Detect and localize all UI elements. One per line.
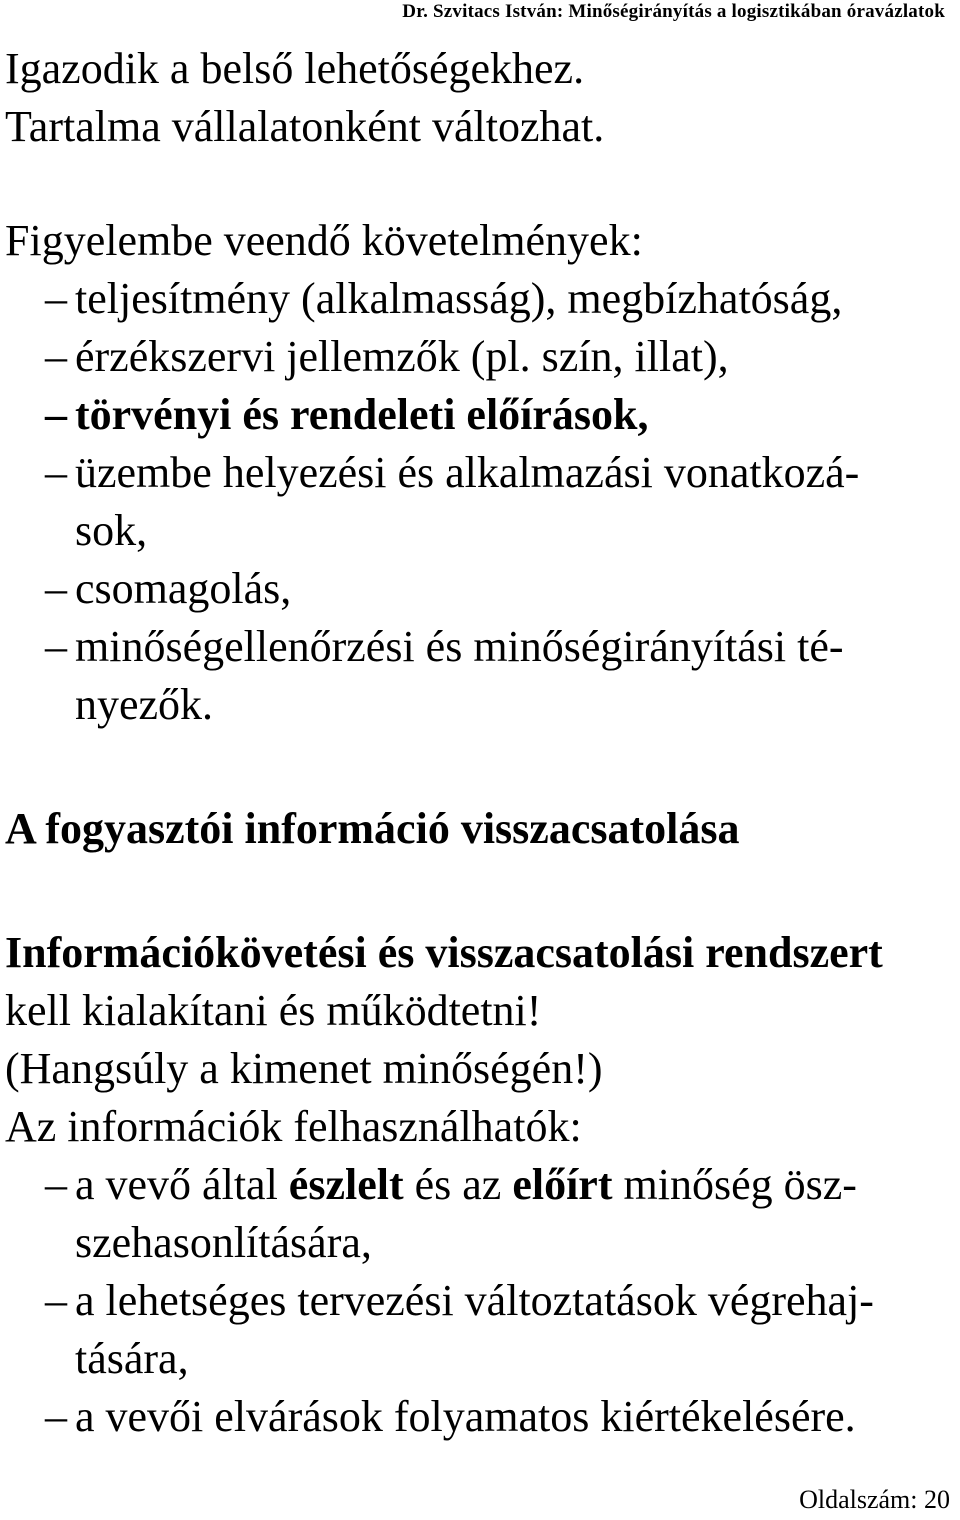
dash-bullet: –: [45, 1276, 67, 1325]
document-title: Dr. Szvitacs István: Minőségirányítás a logisztikában óravázlatok: [402, 1, 945, 22]
text-run: minőség ösz-: [612, 1160, 857, 1209]
dash-bullet: –: [45, 1160, 67, 1209]
page-number-footer: [799, 1484, 950, 1516]
list-item-text: üzembe helyezési és alkalmazási vonatkozá-: [75, 448, 860, 497]
emphasis-prescribed: előírt: [512, 1160, 613, 1209]
intro-line-2: Tartalma vállalatonként változhat.: [5, 102, 605, 151]
feedback-line-4: Az információk felhasználhatók:: [5, 1102, 582, 1151]
dash-bullet: –: [45, 564, 67, 613]
page-header: [0, 0, 960, 24]
list-item-text-continued: sok,: [75, 506, 148, 555]
text-run: a vevő által: [75, 1160, 289, 1209]
requirements-heading: Figyelembe veendő követelmények:: [5, 216, 643, 265]
section-heading: A fogyasztói információ visszacsatolása: [5, 804, 740, 853]
list-item: [5, 270, 955, 328]
list-item: [5, 444, 955, 560]
dash-bullet: –: [45, 622, 67, 671]
dash-bullet: –: [45, 390, 67, 439]
list-item-text: [75, 1156, 955, 1214]
list-item-text-continued: tására,: [75, 1334, 189, 1383]
list-item: [5, 1272, 955, 1388]
feedback-bold-line: Információkövetési és visszacsatolási rendszert: [5, 928, 883, 977]
list-item-text-continued: nyezők.: [75, 680, 214, 729]
list-item: [5, 1156, 955, 1272]
list-item-text: teljesítmény (alkalmasság), megbízhatóság,: [75, 274, 843, 323]
list-item-text: törvényi és rendeleti előírások,: [75, 390, 649, 439]
intro-line-1: Igazodik a belső lehetőségekhez.: [5, 44, 585, 93]
list-item: [5, 560, 955, 618]
list-item: [5, 618, 955, 734]
list-item: [5, 1388, 955, 1446]
list-item-text: a vevői elvárások folyamatos kiértékelésére.: [75, 1392, 856, 1441]
dash-bullet: –: [45, 448, 67, 497]
page-number: 20: [924, 1485, 950, 1514]
page-content: [5, 40, 955, 1446]
dash-bullet: –: [45, 332, 67, 381]
list-item-text: csomagolás,: [75, 564, 292, 613]
feedback-line-2: kell kialakítani és működtetni!: [5, 986, 542, 1035]
list-item: [5, 328, 955, 386]
list-item: [5, 386, 955, 444]
text-run: és az: [403, 1160, 513, 1209]
list-item-text: a lehetséges tervezési változtatások végrehaj-: [75, 1276, 874, 1325]
list-item-text: érzékszervi jellemzők (pl. szín, illat),: [75, 332, 729, 381]
dash-bullet: –: [45, 1392, 67, 1441]
list-item-text-continued: szehasonlítására,: [75, 1218, 372, 1267]
page-number-label: Oldalszám:: [799, 1485, 918, 1514]
list-item-text: minőségellenőrzési és minőségirányítási té-: [75, 622, 844, 671]
dash-bullet: –: [45, 274, 67, 323]
emphasis-perceived: észlelt: [288, 1160, 404, 1209]
feedback-line-3: (Hangsúly a kimenet minőségén!): [5, 1044, 603, 1093]
